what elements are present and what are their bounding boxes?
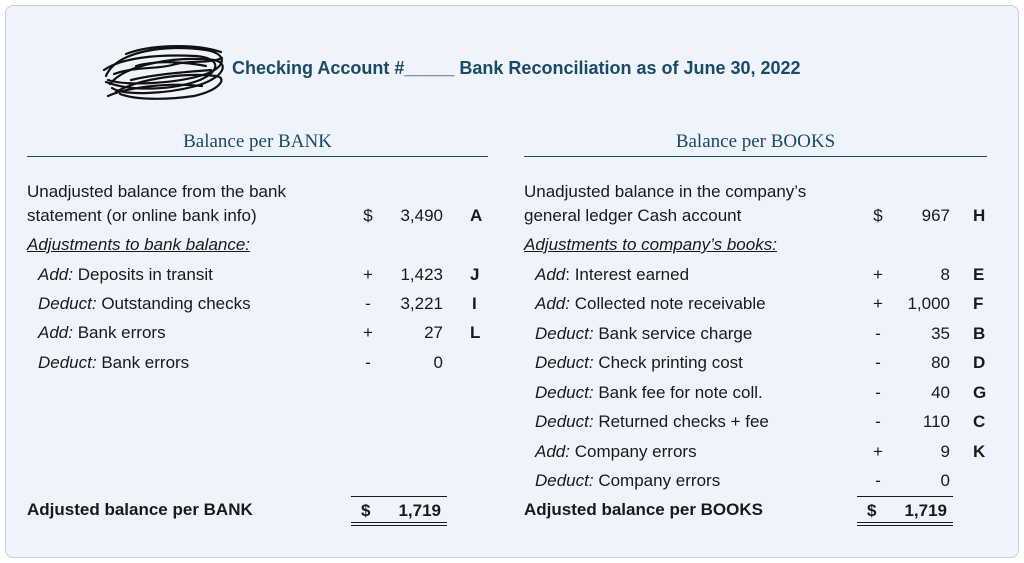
- bank-unadjusted-line1: Unadjusted balance from the bank: [27, 182, 286, 201]
- books-row-label: Check printing cost: [593, 353, 743, 372]
- books-row-amount: 1,000: [907, 294, 950, 313]
- bank-row-sign: +: [363, 265, 373, 284]
- books-row-code: K: [973, 442, 986, 461]
- books-row-code: C: [973, 412, 986, 431]
- books-row-amount: 8: [940, 265, 950, 284]
- books-adjusted-total: [857, 496, 953, 522]
- books-row-label: Company errors: [593, 471, 721, 490]
- books-unadjusted-code: H: [973, 206, 986, 225]
- bank-row-code: J: [470, 265, 480, 284]
- books-row-prefix: Deduct:: [535, 353, 594, 372]
- bank-unadjusted-line2: statement (or online bank info): [27, 206, 257, 225]
- books-row-amount: 40: [931, 383, 950, 402]
- bank-row-amount: 3,221: [400, 294, 443, 313]
- books-row-label: Bank service charge: [593, 324, 753, 343]
- bank-unadjusted-amount: 3,490: [400, 206, 443, 225]
- books-row-sign: -: [875, 353, 881, 372]
- bank-row-sign: -: [365, 353, 371, 372]
- bank-row-sign: -: [365, 294, 371, 313]
- books-row-sign: -: [875, 471, 881, 490]
- bank-row-code: L: [470, 323, 481, 342]
- books-row-amount: 35: [931, 324, 950, 343]
- bank-adjusted-label: Adjusted balance per BANK: [27, 500, 253, 519]
- books-row-sign: -: [875, 412, 881, 431]
- bank-adjusted-currency: $: [361, 501, 371, 520]
- bank-row-label: Bank errors: [72, 323, 166, 342]
- books-row-amount: 0: [940, 471, 950, 490]
- books-row-prefix: Deduct:: [535, 412, 594, 431]
- bank-row-code: I: [472, 294, 477, 313]
- books-row-sign: +: [873, 265, 883, 284]
- books-row-prefix: Add: [535, 265, 566, 284]
- bank-row-prefix: Add:: [38, 265, 73, 284]
- bank-row-prefix: Deduct:: [38, 294, 97, 313]
- bank-row-amount: 1,423: [400, 265, 443, 284]
- bank-row-sign: +: [363, 323, 373, 342]
- books-unadjusted-line2: general ledger Cash account: [524, 206, 742, 225]
- books-adjusted-amount: 1,719: [904, 501, 947, 520]
- books-row-label: Returned checks + fee: [593, 412, 769, 431]
- books-row-sign: -: [875, 324, 881, 343]
- books-unadjusted-line1: Unadjusted balance in the company’s: [524, 182, 807, 201]
- books-row-code: F: [973, 294, 984, 313]
- books-unadjusted-amount: 967: [921, 206, 950, 225]
- bank-unadjusted-currency: $: [363, 206, 373, 225]
- books-row-amount: 110: [922, 412, 950, 431]
- books-row-label: Bank fee for note coll.: [593, 383, 763, 402]
- bank-unadjusted-code: A: [470, 206, 483, 225]
- bank-adjusted-amount: 1,719: [398, 501, 441, 520]
- bank-row-prefix: Deduct:: [38, 353, 97, 372]
- books-row-sign: +: [873, 294, 883, 313]
- books-row-sign: -: [875, 383, 881, 402]
- bank-row-amount: 27: [424, 323, 443, 342]
- bank-header: Balance per BANK: [27, 130, 488, 157]
- bank-row-label: Deposits in transit: [72, 265, 213, 284]
- books-row-code: G: [973, 383, 987, 402]
- bank-adjustments-heading: Adjustments to bank balance:: [27, 235, 251, 254]
- books-row-amount: 80: [931, 353, 950, 372]
- books-row-prefix: Add:: [535, 442, 570, 461]
- books-row-prefix: Deduct:: [535, 324, 594, 343]
- books-adjustments-heading: Adjustments to company’s books:: [524, 235, 777, 254]
- books-row-prefix: Deduct:: [535, 471, 594, 490]
- books-adjusted-label: Adjusted balance per BOOKS: [524, 500, 763, 519]
- books-adjusted-currency: $: [867, 501, 877, 520]
- books-row-prefix: Deduct:: [535, 383, 594, 402]
- bank-row-prefix: Add:: [38, 323, 73, 342]
- redaction-scribble: [96, 36, 236, 106]
- books-row-code: B: [973, 324, 986, 343]
- books-row-code: D: [973, 353, 986, 372]
- books-unadjusted-currency: $: [873, 206, 883, 225]
- bank-row-label: Outstanding checks: [96, 294, 251, 313]
- books-row-sign: +: [873, 442, 883, 461]
- books-row-label: Company errors: [569, 442, 697, 461]
- books-header: Balance per BOOKS: [524, 130, 987, 157]
- page-title: Checking Account #_____ Bank Reconciliation as of June 30, 2022: [232, 58, 801, 78]
- books-row-amount: 9: [940, 442, 950, 461]
- books-row-label: : Interest earned: [565, 265, 690, 284]
- bank-row-label: Bank errors: [96, 353, 190, 372]
- bank-adjusted-total: [351, 496, 447, 522]
- books-row-code: E: [973, 265, 985, 284]
- books-row-label: Collected note receivable: [569, 294, 766, 313]
- bank-row-amount: 0: [433, 353, 443, 372]
- books-row-prefix: Add:: [535, 294, 570, 313]
